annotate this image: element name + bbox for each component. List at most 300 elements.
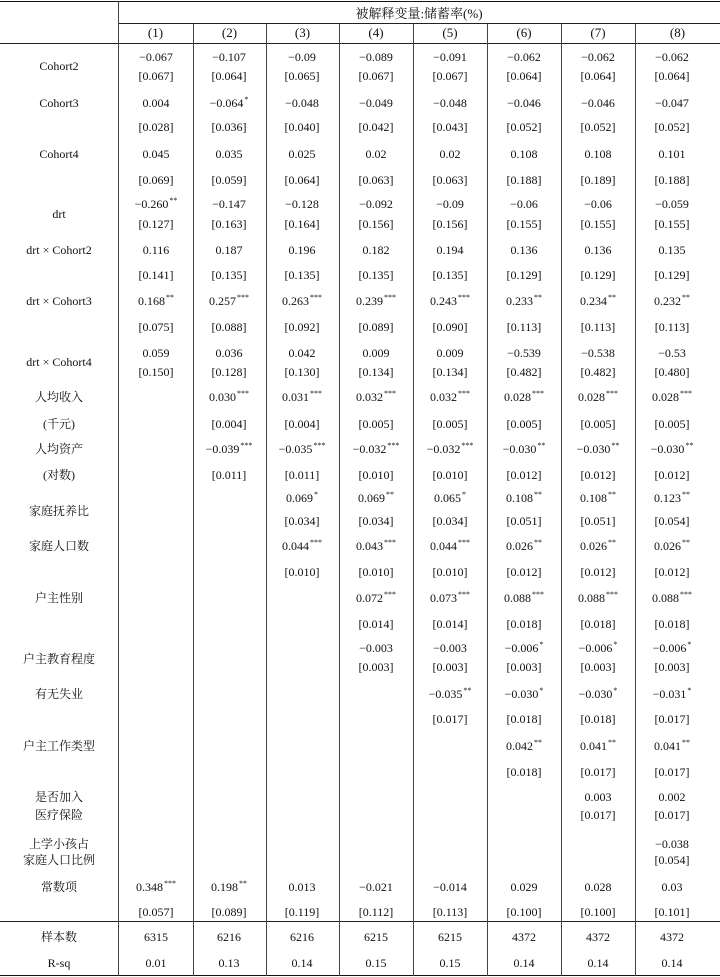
value-text: [0.129]	[506, 268, 542, 282]
std-error-cell	[413, 467, 487, 483]
value-text: [0.189]	[580, 173, 616, 187]
std-error-cell	[119, 267, 193, 283]
value-text: 0.032	[430, 390, 457, 404]
value-text: [0.005]	[506, 417, 542, 431]
summary-value	[487, 929, 561, 945]
coefficient-cell	[561, 538, 635, 554]
top-rule	[0, 1, 720, 2]
value-text: [0.088]	[211, 320, 247, 334]
summary-label: R-sq	[47, 956, 71, 970]
value-text: [0.010]	[432, 565, 468, 579]
value-text: [0.011]	[211, 468, 247, 482]
row-label: 人均收入	[34, 390, 83, 404]
significance-stars: ***	[606, 590, 618, 599]
value-text: [0.017]	[654, 808, 690, 822]
value-text: [0.057]	[138, 905, 174, 919]
std-error-cell	[339, 564, 413, 580]
value-text: [0.482]	[580, 365, 616, 379]
summary-value	[487, 955, 561, 971]
std-error-cell	[265, 416, 339, 432]
value-text: 0.028	[504, 390, 531, 404]
std-error-cell	[119, 904, 193, 920]
summary-value	[192, 929, 266, 945]
significance-stars: **	[682, 293, 690, 302]
column-header: (2)	[221, 25, 238, 40]
std-error-cell	[119, 119, 193, 135]
value-text: [0.017]	[580, 808, 616, 822]
value-text: [0.051]	[580, 514, 616, 528]
std-error-cell	[339, 616, 413, 632]
summary-value	[265, 929, 339, 945]
summary-rule	[0, 921, 720, 922]
std-error-cell	[635, 467, 709, 483]
significance-stars: ***	[310, 293, 322, 302]
std-error-cell	[413, 364, 487, 380]
value-text: [0.012]	[654, 468, 690, 482]
std-error-cell	[413, 564, 487, 580]
significance-stars: *	[539, 686, 544, 695]
value-text: 0.263	[282, 294, 309, 308]
std-error-cell	[561, 267, 635, 283]
std-error-cell	[265, 68, 339, 84]
significance-stars: ***	[680, 389, 692, 398]
std-error-cell	[487, 216, 561, 232]
value-text: [0.064]	[654, 69, 690, 83]
value-text: −0.047	[655, 96, 689, 110]
coefficient-cell	[192, 345, 266, 361]
value-text: [0.028]	[138, 120, 174, 134]
coefficient-cell	[192, 242, 266, 258]
coefficient-cell	[561, 686, 635, 702]
coefficient-cell	[119, 242, 193, 258]
value-text: [0.012]	[654, 565, 690, 579]
value-text: [0.003]	[506, 660, 542, 674]
std-error-cell	[265, 904, 339, 920]
coefficient-cell	[561, 345, 635, 361]
std-error-cell	[487, 319, 561, 335]
std-error-cell	[265, 267, 339, 283]
value-text: [0.010]	[358, 468, 394, 482]
row-label: 上学小孩占	[28, 837, 89, 851]
value-text: [0.052]	[506, 120, 542, 134]
coefficient-cell	[413, 49, 487, 65]
coefficient-cell	[413, 95, 487, 111]
value-text: [0.004]	[211, 417, 247, 431]
value-text: [0.005]	[358, 417, 394, 431]
value-text: [0.034]	[432, 514, 468, 528]
std-error-cell	[487, 172, 561, 188]
value-text: 0.196	[288, 243, 316, 257]
coefficient-cell	[339, 242, 413, 258]
value-text: −0.035	[278, 442, 313, 456]
value-text: [0.090]	[432, 320, 468, 334]
coefficient-cell	[487, 538, 561, 554]
std-error-cell	[119, 216, 193, 232]
coefficient-cell	[413, 538, 487, 554]
std-error-cell	[561, 119, 635, 135]
value-text: [0.012]	[506, 468, 542, 482]
value-text: [0.017]	[654, 765, 690, 779]
summary-value	[561, 955, 635, 971]
row-label-line2: 家庭人口比例	[22, 853, 95, 867]
value-text: 0.108	[506, 491, 533, 505]
value-text: −0.006	[652, 641, 687, 655]
row-label: 家庭抚养比	[28, 504, 89, 518]
coefficient-cell	[561, 738, 635, 754]
value-text: 0.044	[430, 539, 457, 553]
bottom-rule	[0, 975, 720, 976]
significance-stars: ***	[310, 538, 322, 547]
value-text: [0.012]	[506, 565, 542, 579]
coefficient-cell	[561, 293, 635, 309]
significance-stars: **	[537, 441, 546, 450]
std-error-cell	[561, 711, 635, 727]
row-label: 有无失业	[34, 687, 83, 701]
value-text: [0.017]	[654, 712, 690, 726]
row-label: 户主教育程度	[22, 652, 95, 666]
value-text: 0.026	[506, 539, 533, 553]
significance-stars: *	[613, 686, 618, 695]
coefficient-cell	[487, 738, 561, 754]
std-error-cell	[487, 616, 561, 632]
std-error-cell	[561, 513, 635, 529]
column-divider	[339, 24, 340, 976]
value-text: [0.482]	[506, 365, 542, 379]
value-text: −0.021	[359, 880, 393, 894]
coefficient-cell	[635, 879, 709, 895]
value-text: 0.028	[578, 390, 605, 404]
value-text: 0.069	[286, 491, 313, 505]
column-header: (1)	[147, 25, 164, 40]
std-error-cell	[339, 68, 413, 84]
value-text: [0.005]	[654, 417, 690, 431]
value-text: −0.062	[507, 50, 541, 64]
value-text: −0.147	[212, 197, 246, 211]
significance-stars: **	[534, 490, 542, 499]
coefficient-cell	[635, 196, 709, 212]
std-error-cell	[635, 416, 709, 432]
coefficient-cell	[635, 686, 709, 702]
std-error-cell	[487, 764, 561, 780]
value-text: 0.072	[356, 591, 383, 605]
std-error-cell	[413, 416, 487, 432]
coefficient-cell	[119, 196, 193, 212]
std-error-cell	[635, 564, 709, 580]
coefficient-cell	[635, 441, 709, 457]
std-error-cell	[561, 904, 635, 920]
coefficient-cell	[561, 640, 635, 656]
coefficient-cell	[339, 441, 413, 457]
std-error-cell	[635, 119, 709, 135]
header-underline	[118, 23, 720, 24]
std-error-cell	[339, 216, 413, 232]
coefficient-cell	[413, 640, 487, 656]
value-text: 0.009	[362, 346, 390, 360]
significance-stars: ***	[384, 389, 396, 398]
value-text: [0.064]	[580, 69, 616, 83]
std-error-cell	[339, 119, 413, 135]
std-error-cell	[265, 216, 339, 232]
std-error-cell	[487, 467, 561, 483]
coefficient-cell	[413, 590, 487, 606]
coefficient-cell	[487, 590, 561, 606]
value-text: −0.030	[504, 687, 539, 701]
column-header: (3)	[294, 25, 311, 40]
std-error-cell	[192, 904, 266, 920]
std-error-cell	[192, 216, 266, 232]
value-text: 6216	[217, 930, 241, 944]
value-text: 6215	[438, 930, 462, 944]
value-text: 0.108	[580, 491, 607, 505]
value-text: −0.038	[655, 837, 689, 851]
value-text: 0.026	[580, 539, 607, 553]
coefficient-cell	[487, 345, 561, 361]
std-error-cell	[413, 513, 487, 529]
value-text: 0.028	[584, 880, 612, 894]
coefficient-cell	[192, 389, 266, 405]
significance-stars: **	[682, 538, 690, 547]
coefficient-cell	[413, 686, 487, 702]
value-text: [0.005]	[580, 417, 616, 431]
coefficient-cell	[635, 738, 709, 754]
std-error-cell	[265, 319, 339, 335]
value-text: 0.239	[356, 294, 383, 308]
coefficient-cell	[413, 146, 487, 162]
std-error-cell	[561, 416, 635, 432]
coefficient-cell	[339, 389, 413, 405]
significance-stars: *	[687, 686, 692, 695]
value-text: [0.156]	[358, 217, 394, 231]
significance-stars: ***	[387, 441, 400, 450]
value-text: 6216	[290, 930, 314, 944]
value-text: [0.034]	[358, 514, 394, 528]
value-text: 0.233	[506, 294, 533, 308]
coefficient-cell	[487, 640, 561, 656]
value-text: [0.155]	[580, 217, 616, 231]
value-text: −0.046	[581, 96, 615, 110]
significance-stars: *	[314, 490, 318, 499]
value-text: 0.009	[436, 346, 464, 360]
std-error-cell	[192, 267, 266, 283]
value-text: [0.005]	[432, 417, 468, 431]
coefficient-cell	[339, 293, 413, 309]
value-text: [0.113]	[432, 905, 468, 919]
value-text: 6215	[364, 930, 388, 944]
value-text: [0.480]	[654, 365, 690, 379]
coefficient-cell	[265, 293, 339, 309]
value-text: 0.194	[436, 243, 464, 257]
std-error-cell	[561, 616, 635, 632]
coefficient-cell	[119, 293, 193, 309]
std-error-cell	[339, 416, 413, 432]
significance-stars: ***	[461, 441, 474, 450]
coefficient-cell	[192, 146, 266, 162]
significance-stars: *	[462, 490, 466, 499]
value-text: −0.046	[507, 96, 541, 110]
coefficient-cell	[561, 49, 635, 65]
summary-value	[413, 929, 487, 945]
significance-stars: ***	[384, 590, 396, 599]
std-error-cell	[561, 216, 635, 232]
coefficient-cell	[192, 879, 266, 895]
coefficient-cell	[487, 293, 561, 309]
row-label: 是否加入	[34, 790, 83, 804]
std-error-cell	[265, 119, 339, 135]
coefficient-cell	[561, 146, 635, 162]
row-label: 常数项	[40, 880, 77, 894]
column-divider	[413, 24, 414, 976]
coefficient-cell	[339, 49, 413, 65]
std-error-cell	[119, 172, 193, 188]
coefficient-cell	[487, 441, 561, 457]
significance-stars: ***	[384, 538, 396, 547]
std-error-cell	[635, 764, 709, 780]
value-text: [0.100]	[506, 905, 542, 919]
value-text: [0.010]	[432, 468, 468, 482]
value-text: [0.135]	[432, 268, 468, 282]
value-text: [0.063]	[358, 173, 394, 187]
header-bottom-rule	[0, 43, 720, 44]
value-text: [0.134]	[358, 365, 394, 379]
value-text: 0.030	[209, 390, 236, 404]
value-text: −0.062	[655, 50, 689, 64]
value-text: −0.030	[502, 442, 537, 456]
row-label-line2: (千元)	[43, 417, 75, 431]
std-error-cell	[413, 119, 487, 135]
significance-stars: **	[463, 686, 472, 695]
row-label: drt	[52, 207, 66, 221]
value-text: −0.030	[576, 442, 611, 456]
std-error-cell	[413, 319, 487, 335]
std-error-cell	[487, 513, 561, 529]
coefficient-cell	[265, 49, 339, 65]
coefficient-cell	[635, 640, 709, 656]
value-text: −0.538	[581, 346, 615, 360]
value-text: 4372	[512, 930, 536, 944]
coefficient-cell	[487, 146, 561, 162]
std-error-cell	[413, 904, 487, 920]
std-error-cell	[339, 467, 413, 483]
coefficient-cell	[635, 242, 709, 258]
coefficient-cell	[635, 95, 709, 111]
value-text: [0.129]	[654, 268, 690, 282]
value-text: [0.141]	[138, 268, 174, 282]
value-text: [0.150]	[138, 365, 174, 379]
std-error-cell	[635, 319, 709, 335]
summary-label: 样本数	[40, 930, 77, 944]
value-text: 0.14	[587, 956, 609, 970]
value-text: [0.064]	[211, 69, 247, 83]
std-error-cell	[487, 416, 561, 432]
coefficient-cell	[561, 441, 635, 457]
coefficient-cell	[119, 49, 193, 65]
value-text: 0.041	[654, 739, 681, 753]
significance-stars: **	[608, 538, 616, 547]
coefficient-cell	[413, 196, 487, 212]
coefficient-cell	[339, 95, 413, 111]
value-text: 0.198	[211, 880, 238, 894]
summary-value	[192, 955, 266, 971]
value-text: −0.260	[134, 197, 169, 211]
row-label: 家庭人口数	[28, 539, 89, 553]
value-text: [0.012]	[580, 468, 616, 482]
coefficient-cell	[192, 49, 266, 65]
significance-stars: ***	[458, 590, 470, 599]
value-text: [0.011]	[284, 468, 320, 482]
significance-stars: ***	[384, 293, 396, 302]
coefficient-cell	[265, 146, 339, 162]
std-error-cell	[413, 711, 487, 727]
value-text: 0.136	[584, 243, 612, 257]
std-error-cell	[339, 659, 413, 675]
coefficient-cell	[487, 196, 561, 212]
value-text: [0.004]	[284, 417, 320, 431]
row-label: drt × Cohort3	[26, 294, 92, 308]
value-text: [0.003]	[432, 660, 468, 674]
value-text: [0.043]	[432, 120, 468, 134]
value-text: [0.112]	[358, 905, 394, 919]
value-text: 0.108	[510, 147, 538, 161]
coefficient-cell	[561, 789, 635, 805]
std-error-cell	[119, 319, 193, 335]
significance-stars: **	[239, 879, 247, 888]
coefficient-cell	[635, 836, 709, 852]
value-text: [0.119]	[284, 905, 320, 919]
column-divider	[561, 24, 562, 976]
significance-stars: **	[608, 293, 616, 302]
column-header: (6)	[516, 25, 532, 40]
significance-stars: ***	[237, 293, 249, 302]
coefficient-cell	[339, 345, 413, 361]
std-error-cell	[265, 513, 339, 529]
significance-stars: ***	[680, 590, 692, 599]
std-error-cell	[487, 364, 561, 380]
value-text: 0.025	[288, 147, 316, 161]
value-text: 6315	[144, 930, 168, 944]
significance-stars: *	[539, 640, 544, 649]
value-text: −0.006	[504, 641, 539, 655]
std-error-cell	[561, 172, 635, 188]
coefficient-cell	[413, 345, 487, 361]
value-text: −0.06	[510, 197, 538, 211]
std-error-cell	[339, 364, 413, 380]
significance-stars: *	[613, 640, 618, 649]
value-text: 0.136	[510, 243, 538, 257]
coefficient-cell	[265, 538, 339, 554]
std-error-cell	[487, 659, 561, 675]
value-text: −0.006	[578, 641, 613, 655]
value-text: −0.039	[205, 442, 240, 456]
value-text: −0.014	[433, 880, 467, 894]
coefficient-cell	[265, 95, 339, 111]
value-text: [0.014]	[432, 617, 468, 631]
significance-stars: **	[534, 738, 542, 747]
value-text: 0.135	[658, 243, 686, 257]
row-label: 人均资产	[34, 442, 83, 456]
value-text: 0.042	[288, 346, 316, 360]
coefficient-cell	[413, 879, 487, 895]
value-text: −0.035	[428, 687, 463, 701]
value-text: [0.054]	[654, 514, 690, 528]
value-text: −0.031	[652, 687, 687, 701]
coefficient-cell	[413, 242, 487, 258]
value-text: [0.034]	[284, 514, 320, 528]
coefficient-cell	[339, 490, 413, 506]
value-text: [0.018]	[506, 617, 542, 631]
summary-value	[635, 929, 709, 945]
value-text: −0.09	[436, 197, 464, 211]
value-text: [0.113]	[506, 320, 542, 334]
